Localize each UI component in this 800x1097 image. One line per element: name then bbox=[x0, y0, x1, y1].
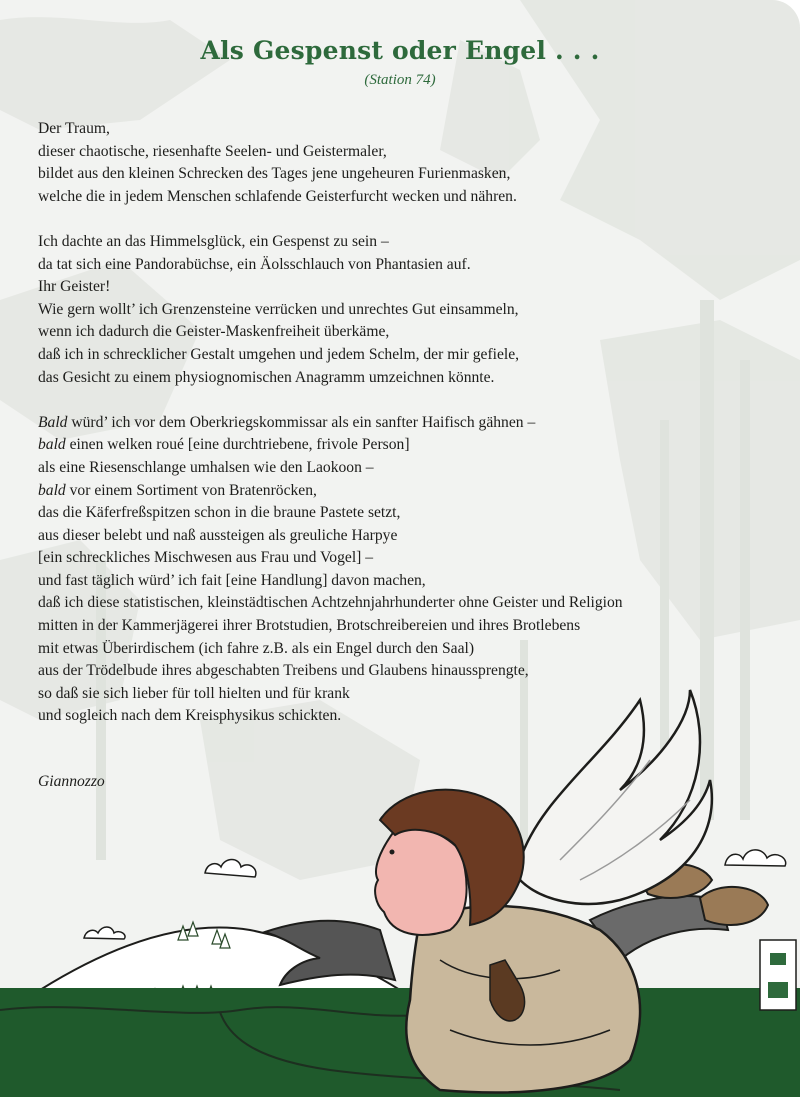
poem-line bbox=[38, 480, 678, 503]
line-text: aus dieser belebt und naß aussteigen als greuliche Harpye bbox=[38, 526, 398, 544]
line-text: Der Traum, bbox=[38, 120, 110, 137]
stanza-gap bbox=[38, 389, 678, 412]
line-text: dieser chaotische, riesenhafte Seelen- und Geistermaler, bbox=[38, 142, 387, 160]
poem-line bbox=[38, 299, 678, 322]
poem-line bbox=[38, 705, 678, 728]
poem-line bbox=[38, 321, 678, 344]
poem-line bbox=[38, 592, 678, 615]
stanza-gap bbox=[38, 208, 678, 231]
line-text: einen welken roué [eine durchtriebene, frivole Person] bbox=[65, 436, 410, 454]
poem-line bbox=[38, 547, 678, 570]
poem-line bbox=[38, 525, 678, 548]
line-text: und sogleich nach dem Kreisphysikus schickten. bbox=[38, 707, 342, 725]
cloud-icon bbox=[84, 927, 125, 939]
poem-line bbox=[38, 163, 678, 186]
signpost bbox=[760, 940, 796, 1010]
line-text: daß ich in schrecklicher Gestalt umgehen und jedem Schelm, der mir gefiele, bbox=[38, 345, 520, 363]
poem-line bbox=[38, 615, 678, 638]
cloud-icon bbox=[725, 850, 786, 866]
line-lead: bald bbox=[38, 481, 66, 499]
poem-line bbox=[38, 434, 678, 457]
cloud-icon bbox=[205, 860, 256, 878]
poem-text bbox=[38, 118, 678, 728]
poem-line bbox=[38, 412, 678, 435]
line-text: welche die in jedem Menschen schlafende Geisterfurcht wecken und nähren. bbox=[38, 187, 517, 205]
line-text: bildet aus den kleinen Schrecken des Tages jene ungeheuren Furienmasken, bbox=[38, 165, 511, 183]
line-text: Ihr Geister! bbox=[38, 278, 111, 296]
poem-line bbox=[38, 276, 678, 299]
page-title: Als Gespenst oder Engel . . . bbox=[200, 36, 600, 65]
shoe bbox=[700, 887, 768, 925]
poem-line bbox=[38, 570, 678, 593]
line-text: als eine Riesenschlange umhalsen wie den Laokoon – bbox=[38, 458, 374, 476]
poem-line bbox=[38, 254, 678, 277]
line-text: Ich dachte an das Himmelsglück, ein Gespenst zu sein – bbox=[38, 232, 389, 250]
line-text: aus der Trödelbude ihres abgeschabten Treibens und Glaubens hinaussprengte, bbox=[38, 662, 529, 680]
line-lead: bald bbox=[38, 436, 66, 454]
line-text: daß ich diese statistischen, kleinstädtischen Achtzehnjahrhunderter ohne Geister und Religion bbox=[38, 594, 623, 612]
poem-line bbox=[38, 118, 678, 141]
poem-line bbox=[38, 502, 678, 525]
poem-line bbox=[38, 367, 678, 390]
poem-line bbox=[38, 344, 678, 367]
line-text: würd’ ich vor dem Oberkriegskommissar als ein sanfter Haifisch gähnen – bbox=[67, 413, 536, 431]
poem-line bbox=[38, 141, 678, 164]
poem-line bbox=[38, 683, 678, 706]
poem-line bbox=[38, 660, 678, 683]
poem-line bbox=[38, 638, 678, 661]
line-text: das Gesicht zu einem physiognomischen Anagramm umzeichnen könnte. bbox=[38, 368, 495, 386]
line-text: und fast täglich würd’ ich fait [eine Handlung] davon machen, bbox=[38, 571, 426, 589]
line-text: [ein schreckliches Mischwesen aus Frau und Vogel] – bbox=[38, 549, 374, 567]
line-lead: Bald bbox=[38, 413, 68, 431]
poem-line bbox=[38, 231, 678, 254]
poem-line bbox=[38, 186, 678, 209]
poem-line bbox=[38, 457, 678, 480]
line-text: mit etwas Überirdischem (ich fahre z.B. als ein Engel durch den Saal) bbox=[38, 639, 475, 657]
page-subtitle: (Station 74) bbox=[364, 72, 436, 88]
line-text: vor einem Sortiment von Bratenröcken, bbox=[65, 481, 317, 499]
line-text: so daß sie sich lieber für toll hielten und für krank bbox=[38, 684, 350, 702]
line-text: wenn ich dadurch die Geister-Maskenfreiheit überkäme, bbox=[38, 323, 390, 341]
line-text: das die Käferfreßspitzen schon in die braune Pastete setzt, bbox=[38, 504, 401, 522]
line-text: mitten in der Kammerjägerei ihrer Brotstudien, Brotschreibereien und ihres Brotlebens bbox=[38, 617, 581, 635]
line-text: Wie gern wollt’ ich Grenzensteine verrücken und unrechtes Gut einsammeln, bbox=[38, 300, 519, 318]
line-text: da tat sich eine Pandorabüchse, ein Äolsschlauch von Phantasien auf. bbox=[38, 255, 471, 273]
signature: Giannozzo bbox=[38, 773, 105, 790]
ground bbox=[0, 988, 800, 1097]
